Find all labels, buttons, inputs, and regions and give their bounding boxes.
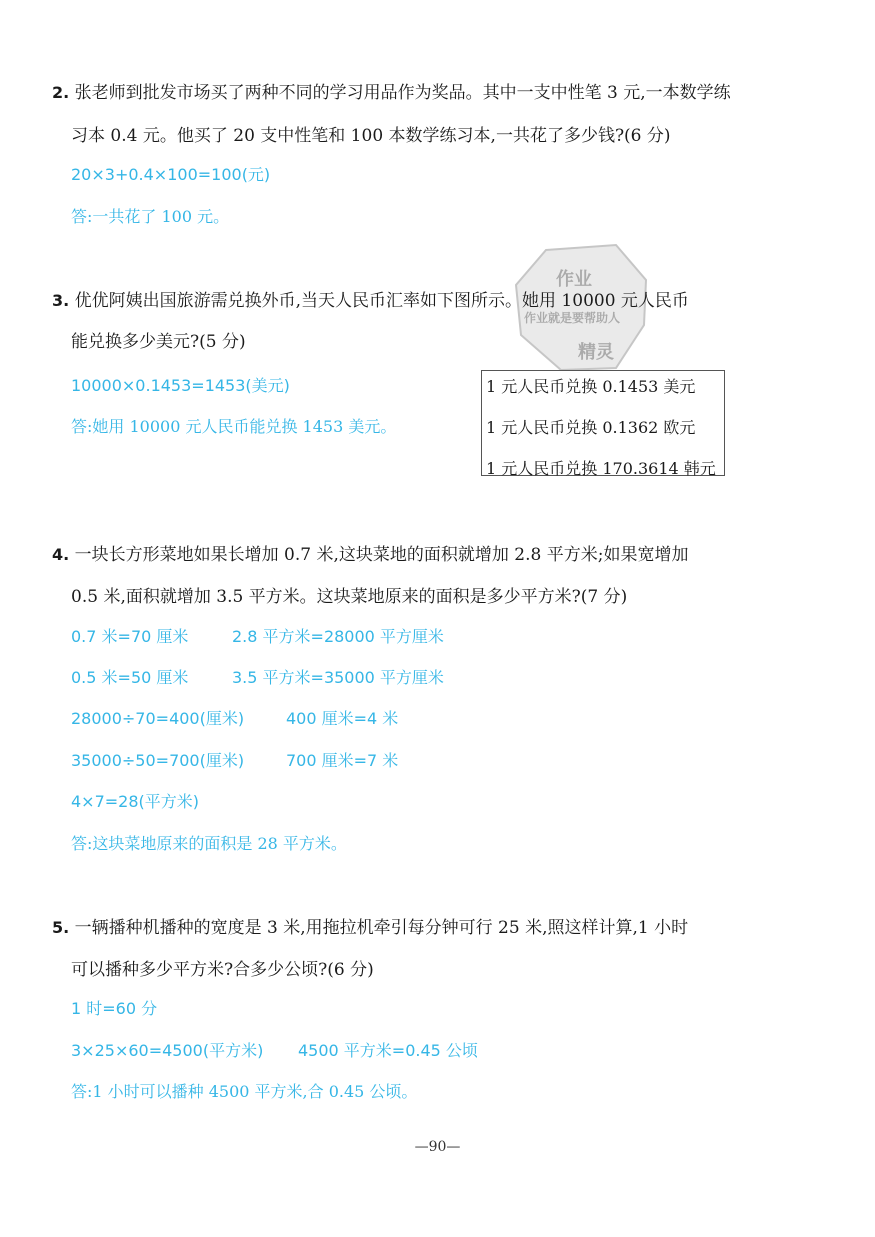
q5-line1 (52, 913, 688, 938)
q3-line2: 能兑换多少美元?(5 分) (71, 332, 246, 352)
q4-answer-4a: 35000÷50=700(厘米) (71, 751, 245, 770)
q2-answer-calc: 20×3+0.4×100=100(元) (71, 165, 271, 184)
q2-line1 (52, 78, 731, 103)
q4-answer-2b: 3.5 平方米=35000 平方厘米 (232, 668, 444, 687)
q3-number: 3. (52, 291, 70, 310)
q4-text-1: 一块长方形菜地如果长增加 0.7 米,这块菜地的面积就增加 2.8 平方米;如果宽增加 (74, 545, 689, 565)
q4-answer-1a: 0.7 米=70 厘米 (71, 627, 189, 646)
watermark-bottom: 精灵 (578, 342, 614, 363)
q4-answer-3a: 28000÷70=400(厘米) (71, 709, 245, 728)
q5-text-1: 一辆播种机播种的宽度是 3 米,用拖拉机牵引每分钟可行 25 米,照这样计算,1 小时 (74, 918, 689, 938)
q3-text-1: 优优阿姨出国旅游需兑换外币,当天人民币汇率如下图所示。她用 10000 元人民币 (74, 291, 689, 311)
q4-answer-4b: 700 厘米=7 米 (286, 751, 399, 770)
q5-number: 5. (52, 918, 70, 937)
q4-answer-3b: 400 厘米=4 米 (286, 709, 399, 728)
q3-answer-calc: 10000×0.1453=1453(美元) (71, 376, 290, 395)
q2-text-1: 张老师到批发市场买了两种不同的学习用品作为奖品。其中一支中性笔 3 元,一本数学练 (74, 83, 731, 103)
q5-answer-2a: 3×25×60=4500(平方米) (71, 1041, 264, 1060)
q3-answer-text: 答:她用 10000 元人民币能兑换 1453 美元。 (71, 417, 397, 436)
q5-answer-2b: 4500 平方米=0.45 公顷 (298, 1041, 478, 1060)
q5-line2: 可以播种多少平方米?合多少公顷?(6 分) (71, 960, 374, 980)
q2-number: 2. (52, 83, 70, 102)
q4-answer-text: 答:这块菜地原来的面积是 28 平方米。 (71, 834, 347, 853)
q2-line2: 习本 0.4 元。他买了 20 支中性笔和 100 本数学练习本,一共花了多少钱?(6 分) (71, 126, 671, 146)
q2-answer-text: 答:一共花了 100 元。 (71, 207, 230, 226)
q3-line1 (52, 286, 689, 311)
q5-answer-text: 答:1 小时可以播种 4500 平方米,合 0.45 公顷。 (71, 1082, 418, 1101)
q4-answer-1b: 2.8 平方米=28000 平方厘米 (232, 627, 444, 646)
q4-line2: 0.5 米,面积就增加 3.5 平方米。这块菜地原来的面积是多少平方米?(7 分) (71, 587, 628, 607)
exchange-rate-table (481, 370, 725, 476)
rate-row-krw: 1 元人民币兑换 170.3614 韩元 (486, 459, 716, 478)
q4-line1 (52, 540, 688, 565)
q4-number: 4. (52, 545, 70, 564)
watermark-middle: 作业就是要帮助人 (524, 311, 621, 325)
page-number: —90— (414, 1139, 461, 1155)
q5-answer-1: 1 时=60 分 (71, 999, 158, 1018)
q4-answer-2a: 0.5 米=50 厘米 (71, 668, 189, 687)
rate-row-usd: 1 元人民币兑换 0.1453 美元 (486, 377, 696, 396)
watermark-top: 作业 (556, 269, 592, 290)
q4-answer-5: 4×7=28(平方米) (71, 792, 200, 811)
rate-row-eur: 1 元人民币兑换 0.1362 欧元 (486, 418, 696, 437)
